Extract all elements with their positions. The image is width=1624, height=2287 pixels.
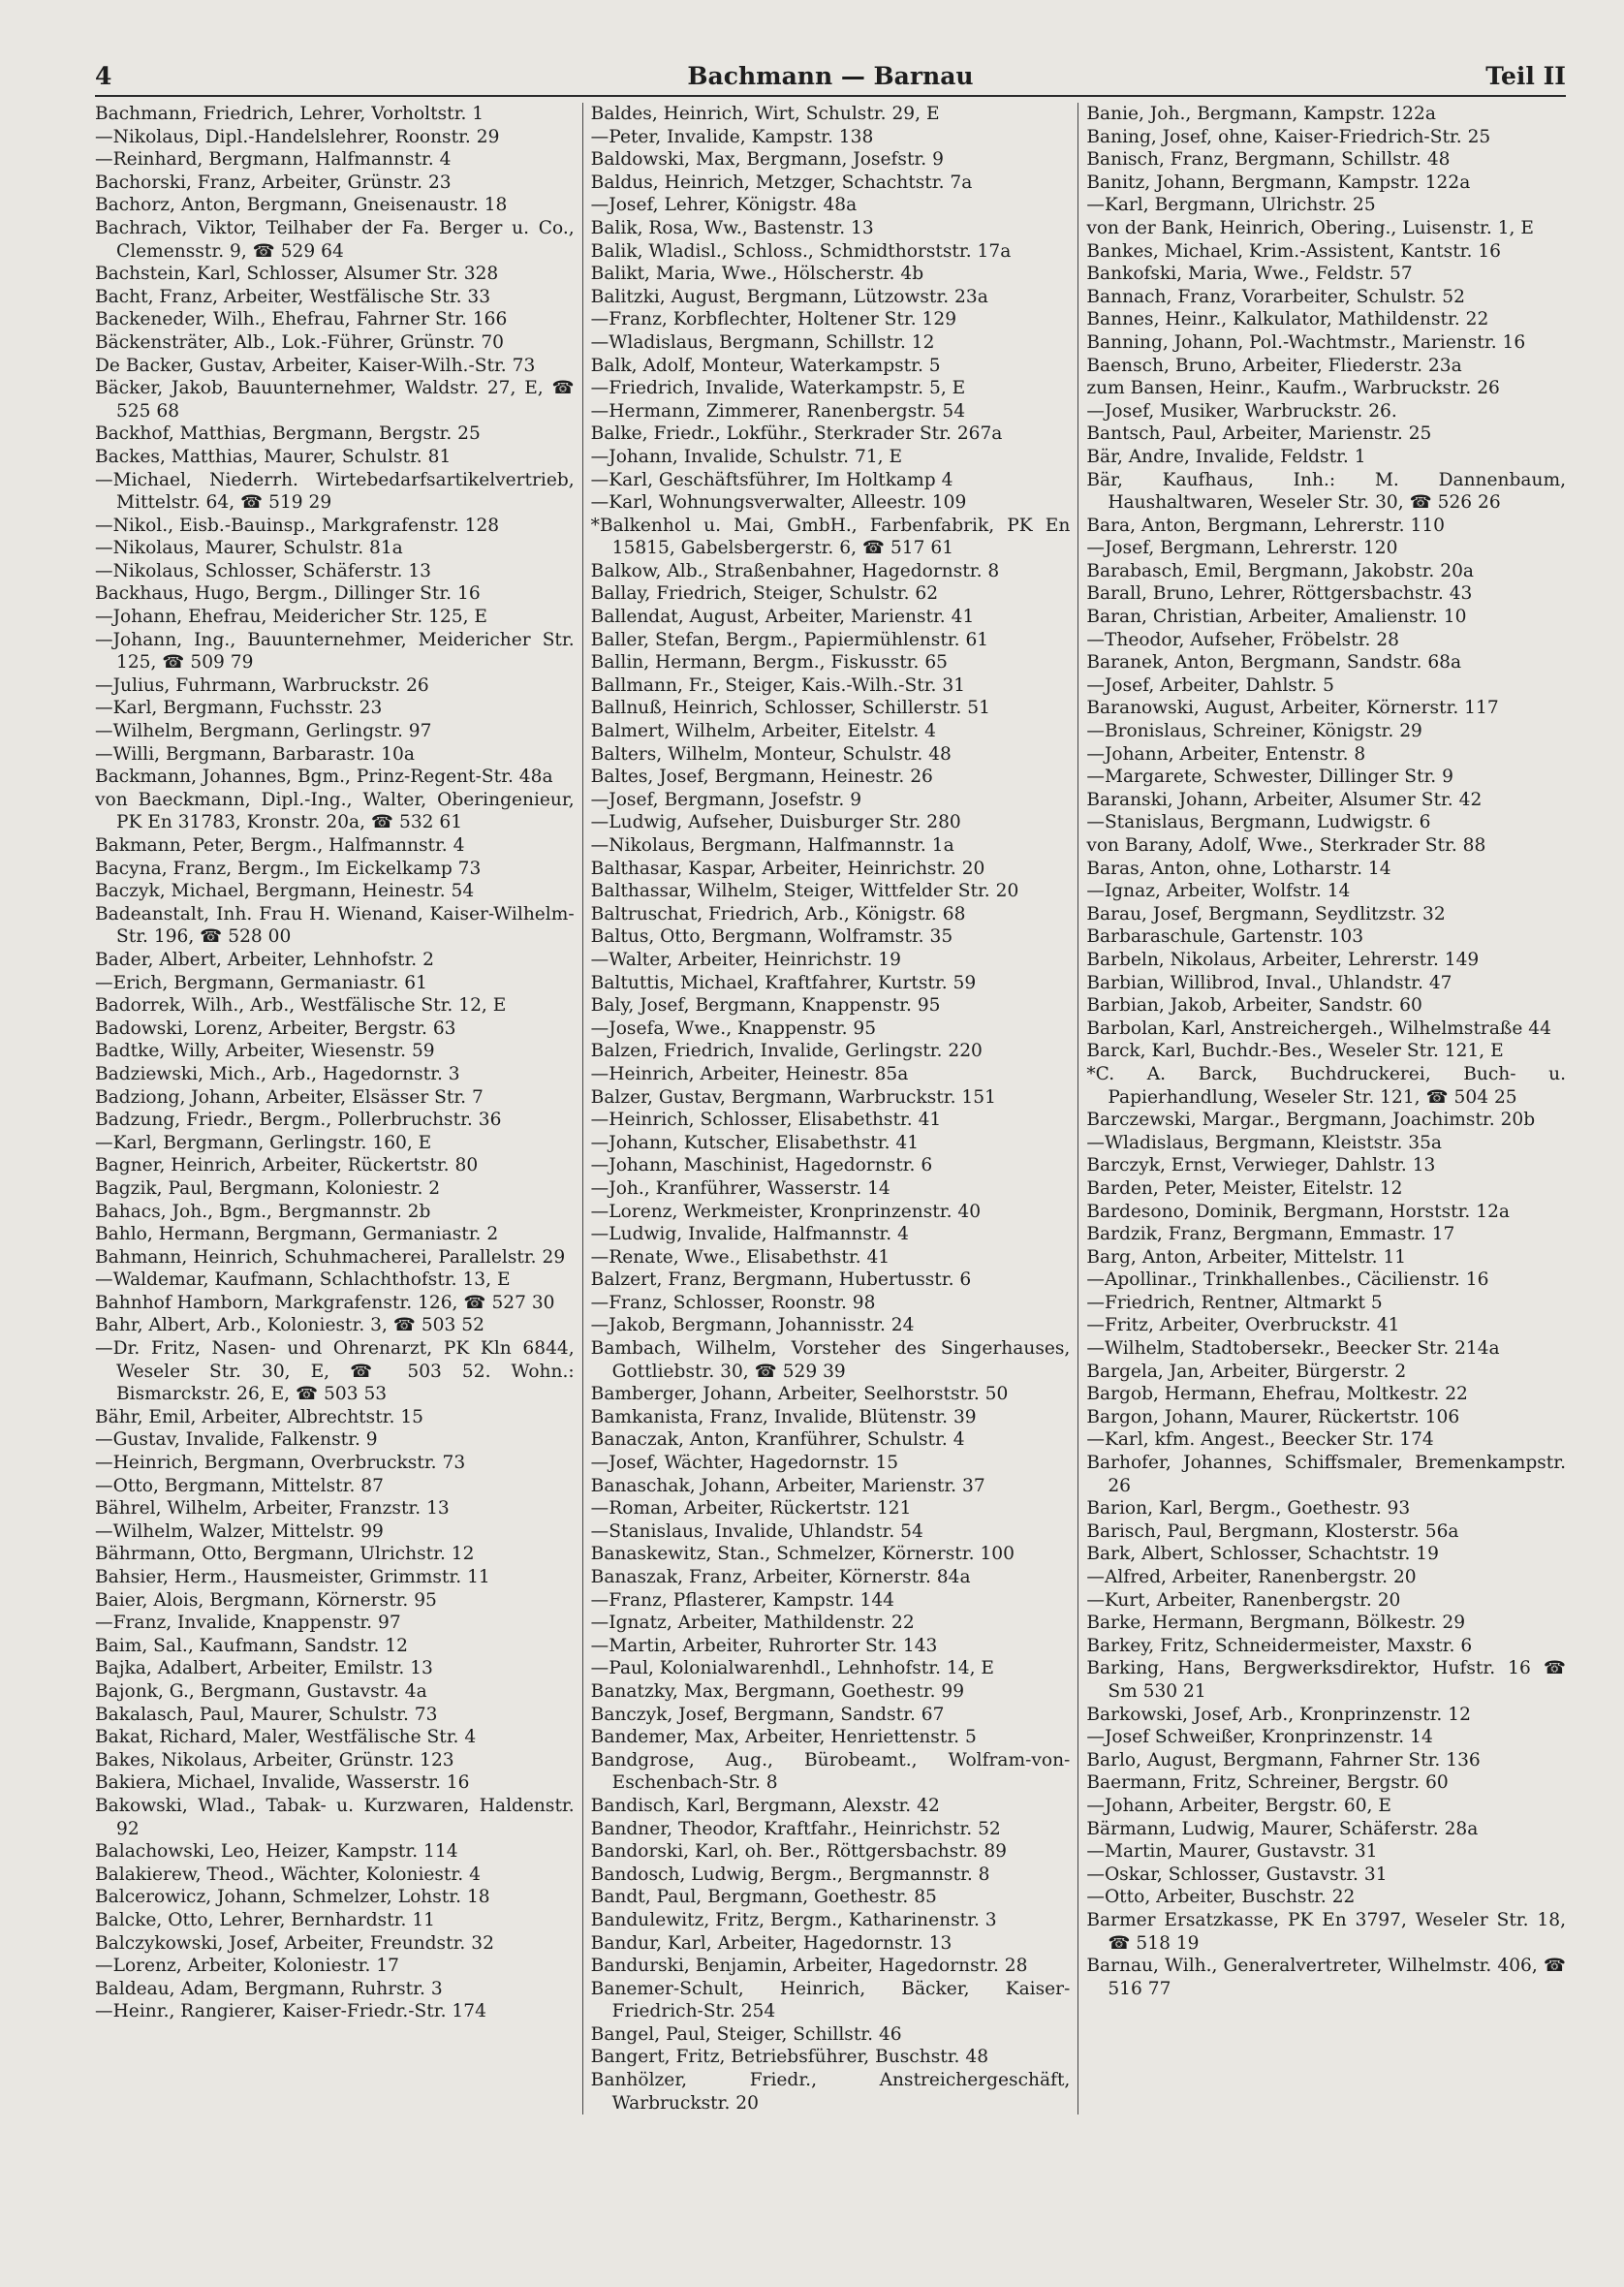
directory-entry: —Johann, Arbeiter, Bergstr. 60, E xyxy=(1086,1795,1391,1816)
directory-entry: Baldes, Heinrich, Wirt, Schulstr. 29, E xyxy=(590,104,940,124)
directory-entry: —Apollinar., Trinkhallenbes., Cäcilienstr. 16 xyxy=(1086,1269,1489,1291)
directory-entry: Bagner, Heinrich, Arbeiter, Rückertstr. 80 xyxy=(95,1155,479,1176)
directory-entry: Barau, Josef, Bergmann, Seydlitzstr. 32 xyxy=(1086,903,1446,924)
directory-entry: Banczyk, Josef, Bergmann, Sandstr. 67 xyxy=(590,1704,945,1725)
directory-entry: Bahnhof Hamborn, Markgrafenstr. 126, ☎ 527 30 xyxy=(95,1292,555,1313)
directory-entry: Barlo, August, Bergmann, Fahrner Str. 136 xyxy=(1086,1749,1481,1770)
directory-entry: —Bronislaus, Schreiner, Königstr. 29 xyxy=(1086,721,1422,742)
directory-entry: —Karl, Bergmann, Fuchsstr. 23 xyxy=(95,698,383,719)
directory-entry: —Josef, Lehrer, Königstr. 48a xyxy=(590,195,858,216)
directory-entry: —Stanislaus, Bergmann, Ludwigstr. 6 xyxy=(1086,812,1431,833)
directory-entry: —Reinhard, Bergmann, Halfmannstr. 4 xyxy=(95,149,452,171)
directory-entry: Bahsier, Herm., Hausmeister, Grimmstr. 11 xyxy=(95,1567,490,1587)
directory-entry: Bamberger, Johann, Arbeiter, Seelhorststr. 50 xyxy=(590,1384,1009,1405)
directory-entry: Bandemer, Max, Arbeiter, Henriettenstr. 5 xyxy=(590,1727,977,1748)
directory-entry: Balkow, Alb., Straßenbahner, Hagedornstr. 8 xyxy=(590,560,1000,581)
directory-entry: Bandner, Theodor, Kraftfahr., Heinrichstr. 52 xyxy=(590,1818,1001,1839)
directory-entry: —Otto, Bergmann, Mittelstr. 87 xyxy=(95,1475,384,1496)
directory-entry: Bär, Andre, Invalide, Feldstr. 1 xyxy=(1086,446,1366,467)
directory-entry: Badziewski, Mich., Arb., Hagedornstr. 3 xyxy=(95,1063,460,1084)
directory-entry: Bandgrose, Aug., Bürobeamt., Wolfram-von-Eschenbach-Str. 8 xyxy=(590,1749,1071,1794)
directory-entry: —Josefa, Wwe., Knappenstr. 95 xyxy=(590,1018,877,1039)
directory-entry: Bachorz, Anton, Bergmann, Gneisenaustr. 18 xyxy=(95,195,508,216)
directory-entry: Baldus, Heinrich, Metzger, Schachtstr. 7a xyxy=(590,172,973,193)
directory-entry: Barbolan, Karl, Anstreichergeh., Wilhelmstraße 44 xyxy=(1086,1018,1551,1039)
directory-entry: Bargela, Jan, Arbeiter, Bürgerstr. 2 xyxy=(1086,1361,1407,1382)
directory-entry: —Franz, Pflasterer, Kampstr. 144 xyxy=(590,1589,894,1611)
directory-entry: Barden, Peter, Meister, Eitelstr. 12 xyxy=(1086,1177,1403,1199)
directory-entry: —Nikol., Eisb.-Bauinsp., Markgrafenstr. 128 xyxy=(95,515,500,536)
directory-entry: —Martin, Arbeiter, Ruhrorter Str. 143 xyxy=(590,1635,938,1656)
directory-entry: Ballay, Friedrich, Steiger, Schulstr. 62 xyxy=(590,583,939,605)
directory-entry: Balik, Rosa, Ww., Bastenstr. 13 xyxy=(590,217,874,238)
directory-entry: Backmann, Johannes, Bgm., Prinz-Regent-Str. 48a xyxy=(95,767,553,788)
directory-entry: Bandt, Paul, Bergmann, Goethestr. 85 xyxy=(590,1887,937,1908)
directory-entry: Baldowski, Max, Bergmann, Josefstr. 9 xyxy=(590,149,944,171)
directory-entry: —Roman, Arbeiter, Rückertstr. 121 xyxy=(590,1498,912,1519)
directory-entry: —Ignaz, Arbeiter, Wolfstr. 14 xyxy=(1086,881,1351,902)
directory-entry: Bandurski, Benjamin, Arbeiter, Hagedornstr. 28 xyxy=(590,1956,1028,1977)
directory-entry: —Michael, Niederrh. Wirtebedarfsartikelvertrieb, Mittelstr. 64, ☎ 519 29 xyxy=(95,469,575,514)
directory-entry: Balitzki, August, Bergmann, Lützowstr. 23a xyxy=(590,286,988,307)
directory-entry: zum Bansen, Heinr., Kaufm., Warbruckstr. 26 xyxy=(1086,378,1500,399)
directory-entry: Bardzik, Franz, Bergmann, Emmastr. 17 xyxy=(1086,1224,1455,1245)
directory-entry: —Wilhelm, Walzer, Mittelstr. 99 xyxy=(95,1520,384,1542)
directory-entry: Bähr, Emil, Arbeiter, Albrechtstr. 15 xyxy=(95,1406,423,1427)
directory-entry: Baras, Anton, ohne, Lotharstr. 14 xyxy=(1086,858,1391,879)
directory-entry: Baranski, Johann, Arbeiter, Alsumer Str. 42 xyxy=(1086,789,1483,810)
directory-entry: Barke, Hermann, Bergmann, Bölkestr. 29 xyxy=(1086,1613,1466,1634)
page-number: 4 xyxy=(95,62,112,90)
directory-entry: Bardesono, Dominik, Bergmann, Horststr. 12a xyxy=(1086,1201,1510,1222)
directory-entry: Barhofer, Johannes, Schiffsmaler, Bremenkampstr. 26 xyxy=(1086,1453,1567,1496)
directory-entry: Bark, Albert, Schlosser, Schachtstr. 19 xyxy=(1086,1544,1439,1565)
directory-entry: Bachrach, Viktor, Teilhaber der Fa. Berger u. Co., Clemensstr. 9, ☎ 529 64 xyxy=(95,217,575,262)
directory-entry: —Franz, Invalide, Knappenstr. 97 xyxy=(95,1613,401,1634)
directory-entry: Banaszak, Franz, Arbeiter, Körnerstr. 84a xyxy=(590,1567,971,1587)
directory-entry: —Paul, Kolonialwarenhdl., Lehnhofstr. 14, E xyxy=(590,1658,994,1679)
directory-entry: —Jakob, Bergmann, Johannisstr. 24 xyxy=(590,1315,915,1336)
directory-entry: Bantsch, Paul, Arbeiter, Marienstr. 25 xyxy=(1086,423,1432,445)
directory-entry: —Willi, Bergmann, Barbarastr. 10a xyxy=(95,743,415,765)
directory-entry: Balik, Wladisl., Schloss., Schmidthorststr. 17a xyxy=(590,240,1012,262)
directory-entry: —Johann, Maschinist, Hagedornstr. 6 xyxy=(590,1155,933,1176)
directory-entry: Bahacs, Joh., Bgm., Bergmannstr. 2b xyxy=(95,1201,431,1222)
directory-entry: —Heinrich, Schlosser, Elisabethstr. 41 xyxy=(590,1110,942,1131)
directory-entry: Balthasar, Kaspar, Arbeiter, Heinrichstr. 20 xyxy=(590,858,985,879)
directory-entry: —Heinr., Rangierer, Kaiser-Friedr.-Str. 174 xyxy=(95,2001,486,2022)
directory-entry: Balzen, Friedrich, Invalide, Gerlingstr. 220 xyxy=(590,1041,983,1062)
directory-entry: —Heinrich, Arbeiter, Heinestr. 85a xyxy=(590,1063,909,1084)
directory-entry: Barbian, Willibrod, Inval., Uhlandstr. 47 xyxy=(1086,972,1452,993)
directory-entry: Barkey, Fritz, Schneidermeister, Maxstr. 6 xyxy=(1086,1635,1473,1656)
directory-entry: Bajka, Adalbert, Arbeiter, Emilstr. 13 xyxy=(95,1658,433,1679)
directory-entry: Bakmann, Peter, Bergm., Halfmannstr. 4 xyxy=(95,835,465,856)
directory-entry: Banning, Johann, Pol.-Wachtmstr., Marienstr. 16 xyxy=(1086,331,1526,353)
directory-entry: —Josef, Bergmann, Lehrerstr. 120 xyxy=(1086,538,1398,559)
directory-entry: Bandur, Karl, Arbeiter, Hagedornstr. 13 xyxy=(590,1932,953,1954)
directory-entry: Baning, Josef, ohne, Kaiser-Friedrich-Str. 25 xyxy=(1086,126,1491,147)
directory-entry: Balakierew, Theod., Wächter, Koloniestr. 4 xyxy=(95,1864,481,1885)
directory-entry: Baltes, Josef, Bergmann, Heinestr. 26 xyxy=(590,767,933,788)
directory-entry: Bakat, Richard, Maler, Westfälische Str. 4 xyxy=(95,1727,477,1748)
directory-entry: —Johann, Ing., Bauunternehmer, Meidericher Str. 125, ☎ 509 79 xyxy=(95,629,575,674)
directory-entry: Baranowski, August, Arbeiter, Körnerstr. 117 xyxy=(1086,698,1499,719)
directory-entry: —Karl, Bergmann, Gerlingstr. 160, E xyxy=(95,1132,432,1153)
directory-entry: Baranek, Anton, Bergmann, Sandstr. 68a xyxy=(1086,652,1462,674)
directory-entry: Bakalasch, Paul, Maurer, Schulstr. 73 xyxy=(95,1704,438,1725)
directory-entry: Bandosch, Ludwig, Bergm., Bergmannstr. 8 xyxy=(590,1864,990,1885)
directory-entry: von Baeckmann, Dipl.-Ing., Walter, Oberingenieur, PK En 31783, Kronstr. 20a, ☎ 532 61 xyxy=(95,789,575,833)
directory-entry: Balters, Wilhelm, Monteur, Schulstr. 48 xyxy=(590,743,952,765)
directory-entry: Bakowski, Wlad., Tabak- u. Kurzwaren, Haldenstr. 92 xyxy=(95,1795,575,1839)
directory-entry: Banemer-Schult, Heinrich, Bäcker, Kaiser-Friedrich-Str. 254 xyxy=(590,1978,1071,2022)
directory-entry: Bäckensträter, Alb., Lok.-Führer, Grünstr. 70 xyxy=(95,331,504,353)
directory-entry: Bährmann, Otto, Bergmann, Ulrichstr. 12 xyxy=(95,1544,475,1565)
directory-entry: Banaschak, Johann, Arbeiter, Marienstr. 37 xyxy=(590,1475,985,1496)
directory-entry: Bankofski, Maria, Wwe., Feldstr. 57 xyxy=(1086,264,1413,285)
directory-entry: —Nikolaus, Maurer, Schulstr. 81a xyxy=(95,538,403,559)
directory-entry: Barnau, Wilh., Generalvertreter, Wilhelmstr. 406, ☎ 516 77 xyxy=(1086,1956,1567,1999)
directory-entry: Bargob, Hermann, Ehefrau, Moltkestr. 22 xyxy=(1086,1384,1468,1405)
directory-entry: Balzer, Gustav, Bergmann, Warbruckstr. 151 xyxy=(590,1086,996,1108)
directory-entry: —Julius, Fuhrmann, Warbruckstr. 26 xyxy=(95,674,429,696)
directory-entry: Banaczak, Anton, Kranführer, Schulstr. 4 xyxy=(590,1429,965,1451)
directory-entry: Baltruschat, Friedrich, Arb., Königstr. 68 xyxy=(590,903,966,924)
directory-entry: —Franz, Korbflechter, Holtener Str. 129 xyxy=(590,309,957,330)
directory-entry: Balzert, Franz, Bergmann, Hubertusstr. 6 xyxy=(590,1269,972,1291)
directory-entry: Bachorski, Franz, Arbeiter, Grünstr. 23 xyxy=(95,172,452,193)
directory-entry: —Ignatz, Arbeiter, Mathildenstr. 22 xyxy=(590,1613,915,1634)
directory-entry: Barisch, Paul, Bergmann, Klosterstr. 56a xyxy=(1086,1520,1459,1542)
directory-entry: von der Bank, Heinrich, Obering., Luisenstr. 1, E xyxy=(1086,217,1534,238)
directory-entry: De Backer, Gustav, Arbeiter, Kaiser-Wilh.-Str. 73 xyxy=(95,355,536,376)
directory-entry: Backhof, Matthias, Bergmann, Bergstr. 25 xyxy=(95,423,481,445)
directory-entry: Barg, Anton, Arbeiter, Mittelstr. 11 xyxy=(1086,1246,1407,1268)
directory-entry: Backeneder, Wilh., Ehefrau, Fahrner Str. 166 xyxy=(95,309,508,330)
directory-entry: Badorrek, Wilh., Arb., Westfälische Str. 12, E xyxy=(95,995,507,1017)
directory-entry: —Karl, kfm. Angest., Beecker Str. 174 xyxy=(1086,1429,1434,1451)
directory-entry: Banitz, Johann, Bergmann, Kampstr. 122a xyxy=(1086,172,1471,193)
part-label: Teil II xyxy=(1485,62,1566,90)
directory-entry: Badtke, Willy, Arbeiter, Wiesenstr. 59 xyxy=(95,1041,435,1062)
directory-entry: —Wladislaus, Bergmann, Kleiststr. 35a xyxy=(1086,1132,1443,1153)
directory-entry: —Martin, Maurer, Gustavstr. 31 xyxy=(1086,1841,1378,1863)
directory-entry: —Josef, Bergmann, Josefstr. 9 xyxy=(590,789,862,810)
directory-entry: Barbaraschule, Gartenstr. 103 xyxy=(1086,926,1364,948)
directory-entry: Ballin, Hermann, Bergm., Fiskusstr. 65 xyxy=(590,652,948,674)
directory-entry: —Oskar, Schlosser, Gustavstr. 31 xyxy=(1086,1864,1388,1885)
directory-entry: Balmert, Wilhelm, Arbeiter, Eitelstr. 4 xyxy=(590,721,937,742)
page-title: Bachmann — Barnau xyxy=(687,62,974,90)
directory-entry: Badowski, Lorenz, Arbeiter, Bergstr. 63 xyxy=(95,1018,456,1039)
directory-entry: Bahlo, Hermann, Bergmann, Germaniastr. 2 xyxy=(95,1224,499,1245)
directory-entry: Barking, Hans, Bergwerksdirektor, Hufstr. 16 ☎ Sm 530 21 xyxy=(1086,1658,1567,1702)
directory-entry: Bahmann, Heinrich, Schuhmacherei, Parallelstr. 29 xyxy=(95,1246,566,1268)
directory-entry: Bachstein, Karl, Schlosser, Alsumer Str. 328 xyxy=(95,264,499,285)
directory-entry: Bambach, Wilhelm, Vorsteher des Singerhauses, Gottliebstr. 30, ☎ 529 39 xyxy=(590,1338,1071,1382)
directory-entry: —Joh., Kranführer, Wasserstr. 14 xyxy=(590,1177,890,1199)
directory-entry: —Friedrich, Rentner, Altmarkt 5 xyxy=(1086,1292,1383,1313)
directory-entry: —Johann, Arbeiter, Entenstr. 8 xyxy=(1086,743,1366,765)
directory-entry: Baller, Stefan, Bergm., Papiermühlenstr. 61 xyxy=(590,629,989,650)
directory-entry: —Stanislaus, Invalide, Uhlandstr. 54 xyxy=(590,1520,923,1542)
directory-entry: Bargon, Johann, Maurer, Rückertstr. 106 xyxy=(1086,1406,1460,1427)
directory-entry: Bährel, Wilhelm, Arbeiter, Franzstr. 13 xyxy=(95,1498,450,1519)
directory-entry: —Renate, Wwe., Elisabethstr. 41 xyxy=(590,1246,890,1268)
page-header xyxy=(95,60,1566,97)
directory-entry: Ballnuß, Heinrich, Schlosser, Schillerstr. 51 xyxy=(590,698,990,719)
directory-entry: Barabasch, Emil, Bergmann, Jakobstr. 20a xyxy=(1086,560,1474,581)
directory-entry: Badeanstalt, Inh. Frau H. Wienand, Kaiser-Wilhelm-Str. 196, ☎ 528 00 xyxy=(95,903,575,948)
directory-entry: —Margarete, Schwester, Dillinger Str. 9 xyxy=(1086,767,1453,788)
directory-entry: —Nikolaus, Dipl.-Handelslehrer, Roonstr. 29 xyxy=(95,126,500,147)
directory-entry: Barck, Karl, Buchdr.-Bes., Weseler Str. 121, E xyxy=(1086,1041,1504,1062)
directory-entry: Baly, Josef, Bergmann, Knappenstr. 95 xyxy=(590,995,941,1017)
directory-entry: —Walter, Arbeiter, Heinrichstr. 19 xyxy=(590,949,901,970)
directory-entry: —Josef, Arbeiter, Dahlstr. 5 xyxy=(1086,674,1334,696)
directory-entry: Baltus, Otto, Bergmann, Wolframstr. 35 xyxy=(590,926,953,948)
directory-entry: Balk, Adolf, Monteur, Waterkampstr. 5 xyxy=(590,355,941,376)
column-3 xyxy=(1077,103,1566,2115)
directory-entry: Bader, Albert, Arbeiter, Lehnhofstr. 2 xyxy=(95,949,434,970)
directory-entry: Barczyk, Ernst, Verwieger, Dahlstr. 13 xyxy=(1086,1155,1436,1176)
directory-entry: Banhölzer, Friedr., Anstreichergeschäft, Warbruckstr. 20 xyxy=(590,2070,1071,2114)
directory-entry: —Ludwig, Invalide, Halfmannstr. 4 xyxy=(590,1224,909,1245)
directory-entry: Bannes, Heinr., Kalkulator, Mathildenstr. 22 xyxy=(1086,309,1489,330)
directory-entry: —Karl, Geschäftsführer, Im Holtkamp 4 xyxy=(590,469,953,490)
directory-entry: —Waldemar, Kaufmann, Schlachthofstr. 13, E xyxy=(95,1269,511,1291)
directory-entry: —Nikolaus, Bergmann, Halfmannstr. 1a xyxy=(590,835,954,856)
directory-entry: Bäcker, Jakob, Bauunternehmer, Waldstr. 27, E, ☎ 525 68 xyxy=(95,378,575,422)
directory-entry: Baermann, Fritz, Schreiner, Bergstr. 60 xyxy=(1086,1772,1449,1794)
directory-entry: Balcerowicz, Johann, Schmelzer, Lohstr. 18 xyxy=(95,1887,490,1908)
directory-entry: —Lorenz, Arbeiter, Koloniestr. 17 xyxy=(95,1956,399,1977)
directory-entry: Baran, Christian, Arbeiter, Amalienstr. 10 xyxy=(1086,607,1467,628)
directory-entry: Bandulewitz, Fritz, Bergm., Katharinenstr. 3 xyxy=(590,1909,997,1930)
directory-entry: Barbian, Jakob, Arbeiter, Sandstr. 60 xyxy=(1086,995,1422,1017)
directory-entry: Backes, Matthias, Maurer, Schulstr. 81 xyxy=(95,446,452,467)
directory-entry: Balthassar, Wilhelm, Steiger, Wittfelder Str. 20 xyxy=(590,881,1019,902)
directory-entry: Bacyna, Franz, Bergm., Im Eickelkamp 73 xyxy=(95,858,482,879)
directory-entry: —Karl, Bergmann, Ulrichstr. 25 xyxy=(1086,195,1376,216)
directory-entry: —Lorenz, Werkmeister, Kronprinzenstr. 40 xyxy=(590,1201,982,1222)
directory-entry: Baltuttis, Michael, Kraftfahrer, Kurtstr. 59 xyxy=(590,972,977,993)
directory-entry: Banie, Joh., Bergmann, Kampstr. 122a xyxy=(1086,104,1436,124)
directory-entry: Balachowski, Leo, Heizer, Kampstr. 114 xyxy=(95,1841,458,1863)
directory-entry: Bandorski, Karl, oh. Ber., Röttgersbachstr. 89 xyxy=(590,1841,1008,1863)
directory-entry: Bankes, Michael, Krim.-Assistent, Kantstr. 16 xyxy=(1086,240,1501,262)
directory-entry: Balikt, Maria, Wwe., Hölscherstr. 4b xyxy=(590,264,924,285)
directory-entry: Bannach, Franz, Vorarbeiter, Schulstr. 52 xyxy=(1086,286,1465,307)
directory-entry: —Franz, Schlosser, Roonstr. 98 xyxy=(590,1292,876,1313)
directory-entry: —Karl, Wohnungsverwalter, Alleestr. 109 xyxy=(590,492,967,514)
directory-entry: —Johann, Ehefrau, Meidericher Str. 125, E xyxy=(95,607,487,628)
directory-entry: Bahr, Albert, Arb., Koloniestr. 3, ☎ 503 52 xyxy=(95,1315,484,1336)
directory-entry: Barkowski, Josef, Arb., Kronprinzenstr. 12 xyxy=(1086,1704,1471,1725)
directory-entry: Baczyk, Michael, Bergmann, Heinestr. 54 xyxy=(95,881,475,902)
directory-entry: Bacht, Franz, Arbeiter, Westfälische Str. 33 xyxy=(95,286,491,307)
directory-entry: Banaskewitz, Stan., Schmelzer, Körnerstr. 100 xyxy=(590,1544,1015,1565)
directory-entry: Barall, Bruno, Lehrer, Röttgersbachstr. 43 xyxy=(1086,583,1473,605)
column-1 xyxy=(95,103,582,2115)
directory-entry: Bachmann, Friedrich, Lehrer, Vorholtstr. 1 xyxy=(95,104,484,124)
directory-entry: —Theodor, Aufseher, Fröbelstr. 28 xyxy=(1086,629,1399,650)
directory-entry: —Josef, Musiker, Warbruckstr. 26. xyxy=(1086,400,1397,422)
directory-entry: —Wilhelm, Bergmann, Gerlingstr. 97 xyxy=(95,721,432,742)
directory-entry: Bärmann, Ludwig, Maurer, Schäferstr. 28a xyxy=(1086,1818,1479,1839)
directory-entry: Balczykowski, Josef, Arbeiter, Freundstr. 32 xyxy=(95,1932,494,1954)
directory-entry: —Josef Schweißer, Kronprinzenstr. 14 xyxy=(1086,1727,1433,1748)
directory-entry: —Johann, Kutscher, Elisabethstr. 41 xyxy=(590,1132,920,1153)
directory-entry: Barbeln, Nikolaus, Arbeiter, Lehrerstr. 149 xyxy=(1086,949,1480,970)
directory-entry: —Kurt, Arbeiter, Ranenbergstr. 20 xyxy=(1086,1589,1401,1611)
directory-entry: —Johann, Invalide, Schulstr. 71, E xyxy=(590,446,903,467)
directory-entry: von Barany, Adolf, Wwe., Sterkrader Str. 88 xyxy=(1086,835,1486,856)
directory-entry: Bär, Kaufhaus, Inh.: M. Dannenbaum, Haushaltwaren, Weseler Str. 30, ☎ 526 26 xyxy=(1086,469,1567,514)
directory-entry: Bajonk, G., Bergmann, Gustavstr. 4a xyxy=(95,1680,427,1702)
directory-entry: Banisch, Franz, Bergmann, Schillstr. 48 xyxy=(1086,149,1451,171)
directory-entry: Bamkanista, Franz, Invalide, Blütenstr. 39 xyxy=(590,1406,977,1427)
directory-entry: Ballendat, August, Arbeiter, Marienstr. 41 xyxy=(590,607,975,628)
directory-entry: —Erich, Bergmann, Germaniastr. 61 xyxy=(95,972,427,993)
directory-entry: —Alfred, Arbeiter, Ranenbergstr. 20 xyxy=(1086,1567,1417,1587)
directory-entry: Baldeau, Adam, Bergmann, Ruhrstr. 3 xyxy=(95,1978,443,1999)
directory-entry: Backhaus, Hugo, Bergm., Dillinger Str. 16 xyxy=(95,583,481,605)
directory-entry: Badziong, Johann, Arbeiter, Elsässer Str. 7 xyxy=(95,1086,484,1108)
directory-entry: —Fritz, Arbeiter, Overbruckstr. 41 xyxy=(1086,1315,1400,1336)
directory-entry: —Wladislaus, Bergmann, Schillstr. 12 xyxy=(590,331,935,353)
directory-entry: —Friedrich, Invalide, Waterkampstr. 5, E xyxy=(590,378,966,399)
directory-entry: Barion, Karl, Bergm., Goethestr. 93 xyxy=(1086,1498,1411,1519)
directory-entry: —Otto, Arbeiter, Buschstr. 22 xyxy=(1086,1887,1356,1908)
directory-entry: —Gustav, Invalide, Falkenstr. 9 xyxy=(95,1429,378,1451)
directory-entry: —Nikolaus, Schlosser, Schäferstr. 13 xyxy=(95,560,431,581)
directory-entry: —Wilhelm, Stadtobersekr., Beecker Str. 214a xyxy=(1086,1338,1500,1360)
directory-entry: Bangel, Paul, Steiger, Schillstr. 46 xyxy=(590,2023,902,2045)
directory-entry: Bakiera, Michael, Invalide, Wasserstr. 16 xyxy=(95,1772,470,1794)
directory-entry: —Josef, Wächter, Hagedornstr. 15 xyxy=(590,1453,899,1474)
directory-entry: Baim, Sal., Kaufmann, Sandstr. 12 xyxy=(95,1635,409,1656)
directory-entry: —Peter, Invalide, Kampstr. 138 xyxy=(590,126,874,147)
directory-entry: —Ludwig, Aufseher, Duisburger Str. 280 xyxy=(590,812,961,833)
directory-entry: Banatzky, Max, Bergmann, Goethestr. 99 xyxy=(590,1680,965,1702)
directory-entry: Barczewski, Margar., Bergmann, Joachimstr. 20b xyxy=(1086,1110,1536,1131)
directory-entry: Balke, Friedr., Lokführ., Sterkrader Str. 267a xyxy=(590,423,1003,445)
directory-entry: Bara, Anton, Bergmann, Lehrerstr. 110 xyxy=(1086,515,1445,536)
directory-entry: Badzung, Friedr., Bergm., Pollerbruchstr. 36 xyxy=(95,1110,502,1131)
directory-entry: Baier, Alois, Bergmann, Körnerstr. 95 xyxy=(95,1589,437,1611)
directory-entry: *C. A. Barck, Buchdruckerei, Buch- u. Papierhandlung, Weseler Str. 121, ☎ 504 25 xyxy=(1086,1063,1567,1108)
directory-entry: —Heinrich, Bergmann, Overbruckstr. 73 xyxy=(95,1453,466,1474)
directory-entry: Bagzik, Paul, Bergmann, Koloniestr. 2 xyxy=(95,1177,441,1199)
directory-entry: —Hermann, Zimmerer, Ranenbergstr. 54 xyxy=(590,400,966,422)
directory-entry: Bandisch, Karl, Bergmann, Alexstr. 42 xyxy=(590,1795,940,1816)
directory-columns xyxy=(95,103,1566,2115)
directory-entry: Baensch, Bruno, Arbeiter, Fliederstr. 23a xyxy=(1086,355,1462,376)
column-2 xyxy=(582,103,1078,2115)
directory-entry: Barmer Ersatzkasse, PK En 3797, Weseler Str. 18, ☎ 518 19 xyxy=(1086,1909,1567,1954)
directory-entry: —Dr. Fritz, Nasen- und Ohrenarzt, PK Kln 6844, Weseler Str. 30, E, ☎ 503 52. Wohn.: Bismarckstr. 26, E, ☎ 503 53 xyxy=(95,1338,575,1405)
directory-entry: Bakes, Nikolaus, Arbeiter, Grünstr. 123 xyxy=(95,1749,454,1770)
directory-entry: Ballmann, Fr., Steiger, Kais.-Wilh.-Str. 31 xyxy=(590,674,966,696)
directory-entry: Balcke, Otto, Lehrer, Bernhardstr. 11 xyxy=(95,1909,436,1930)
directory-entry: Bangert, Fritz, Betriebsführer, Buschstr. 48 xyxy=(590,2047,989,2068)
directory-entry: *Balkenhol u. Mai, GmbH., Farbenfabrik, PK En 15815, Gabelsbergerstr. 6, ☎ 517 61 xyxy=(590,515,1071,559)
